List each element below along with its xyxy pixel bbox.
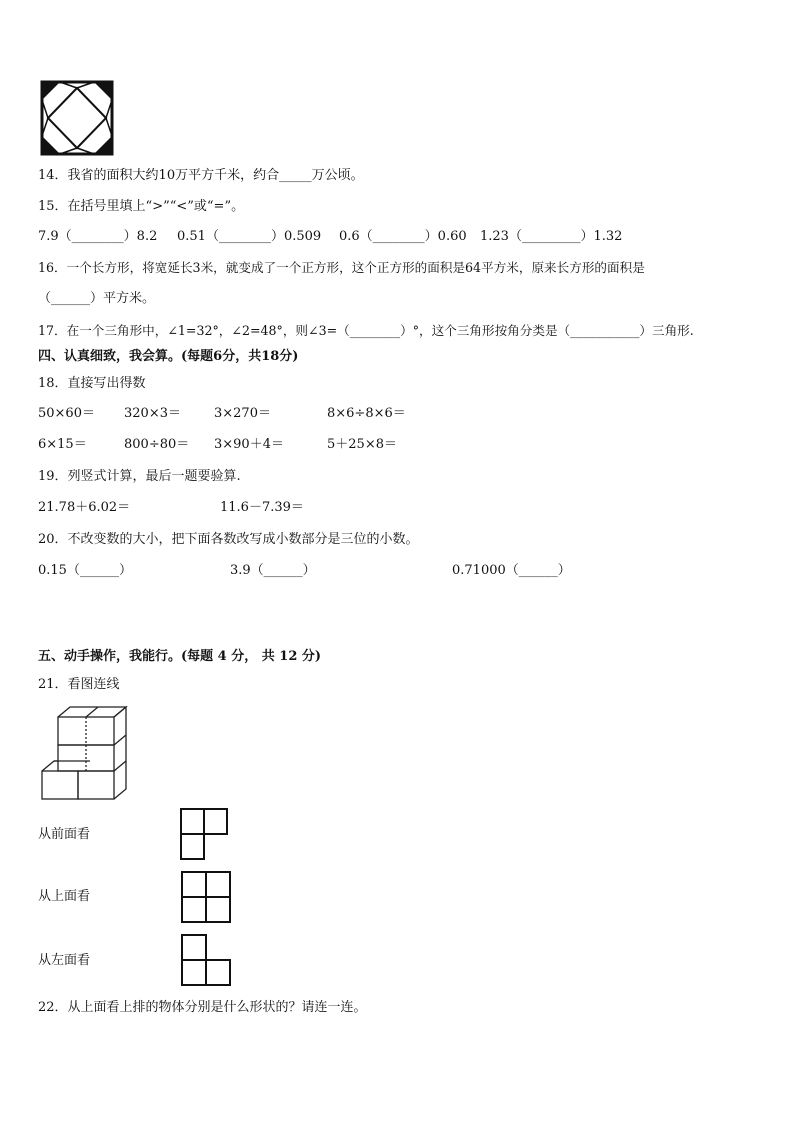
q18-r2-c4: 5＋25×8＝ bbox=[327, 437, 397, 452]
cube-stack-figure bbox=[40, 705, 130, 801]
q19-item-2: 11.6－7.39＝ bbox=[220, 500, 304, 515]
view-label-front: 从前面看 bbox=[38, 827, 91, 842]
q18-r2-c3: 3×90＋4＝ bbox=[214, 437, 284, 452]
q15-item-1: 7.9（________）8.2 bbox=[38, 229, 158, 244]
question-15-title: 15．在括号里填上“>”“<”或“=”。 bbox=[38, 199, 245, 214]
view-shape-front bbox=[180, 808, 230, 862]
square-diamond-figure bbox=[40, 80, 114, 156]
question-22: 22．从上面看上排的物体分别是什么形状的？请连一连。 bbox=[38, 1000, 367, 1015]
question-16-line2: （______）平方米。 bbox=[38, 291, 156, 306]
section-4-title: 四、认真细致，我会算。(每题6分，共18分) bbox=[38, 349, 299, 364]
question-21-title: 21．看图连线 bbox=[38, 677, 120, 692]
q18-r1-c3: 3×270＝ bbox=[214, 406, 271, 421]
q18-r2-c2: 800÷80＝ bbox=[124, 437, 190, 452]
view-label-left: 从左面看 bbox=[38, 953, 91, 968]
q18-r1-c2: 320×3＝ bbox=[124, 406, 181, 421]
view-label-top: 从上面看 bbox=[38, 889, 91, 904]
question-17: 17．在一个三角形中，∠1=32°，∠2=48°，则∠3=（________）°，这个三角形按角分类是（___________）三角形. bbox=[38, 323, 694, 338]
question-18-title: 18．直接写出得数 bbox=[38, 376, 146, 391]
q18-r1-c4: 8×6÷8×6＝ bbox=[327, 406, 406, 421]
view-shape-top bbox=[180, 871, 232, 925]
question-20-title: 20．不改变数的大小，把下面各数改写成小数部分是三位的小数。 bbox=[38, 532, 419, 547]
q15-item-2: 0.51（________）0.509 bbox=[177, 229, 322, 244]
section-5-title: 五、动手操作，我能行。(每题 4 分， 共 12 分) bbox=[38, 649, 322, 664]
q18-r2-c1: 6×15＝ bbox=[38, 437, 87, 452]
q20-item-1: 0.15（______） bbox=[38, 563, 132, 578]
q15-item-3: 0.6（________）0.60 bbox=[339, 229, 467, 244]
q19-item-1: 21.78＋6.02＝ bbox=[38, 500, 131, 515]
question-19-title: 19．列竖式计算，最后一题要验算. bbox=[38, 469, 241, 484]
view-shape-left bbox=[180, 934, 232, 988]
q20-item-2: 3.9（______） bbox=[230, 563, 316, 578]
q18-r1-c1: 50×60＝ bbox=[38, 406, 95, 421]
question-16-line1: 16．一个长方形，将宽延长3米，就变成了一个正方形，这个正方形的面积是64平方米，原来长方形的面积是 bbox=[38, 260, 645, 275]
question-14: 14．我省的面积大约10万平方千米，约合_____万公顷。 bbox=[38, 168, 364, 183]
q20-item-3: 0.71000（______） bbox=[452, 563, 571, 578]
q15-item-4: 1.23（_________）1.32 bbox=[480, 229, 623, 244]
